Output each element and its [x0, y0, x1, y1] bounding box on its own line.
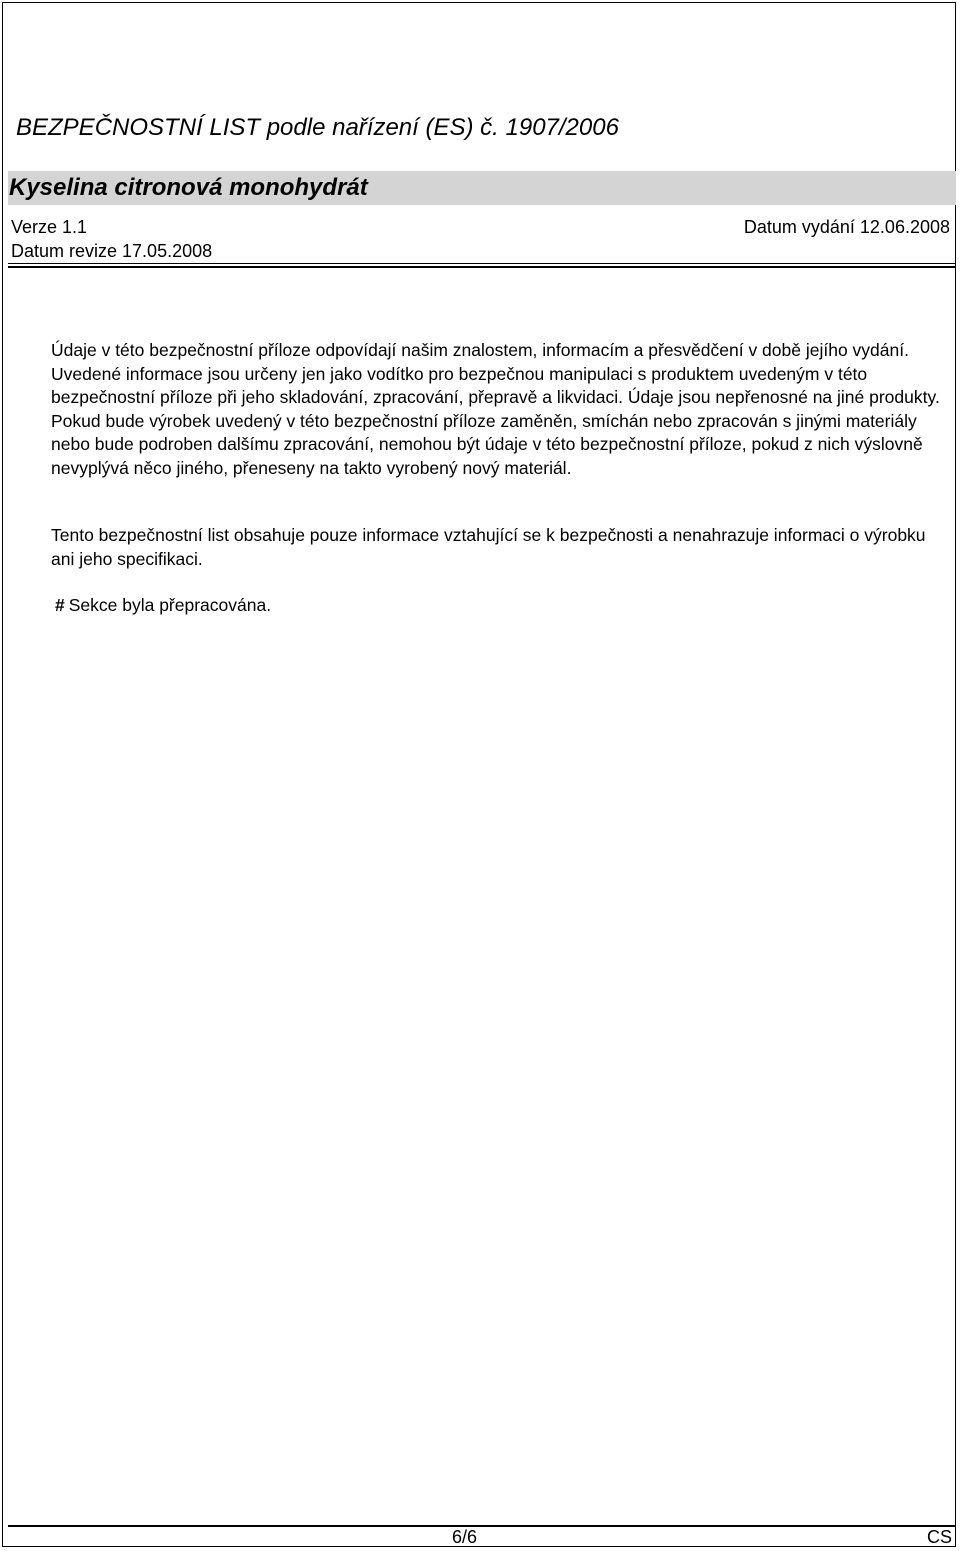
issue-date: Datum vydání 12.06.2008 [743, 217, 950, 237]
language-code: CS [926, 1527, 952, 1547]
revision-marker: # [55, 595, 65, 615]
disclaimer-paragraph: Údaje v této bezpečnostní příloze odpovídají našim znalostem, informacím a přesvědčení v době jejího vydání. Uvedené informace jsou určeny jen jako vodítko pro bezpečnou manipulaci s produktem uvedeným v této bezpečnostní příloze při jeho skladování, zpracování, přepravě a likvidaci. Údaje jsou nepřenosné na jiné produkty. Pokud bude výrobek uvedený v této bezpečnostní příloze zaměněn, smíchán nebo zpracován s jinými materiály nebo bude podroben dalšímu zpracování, nemohou být údaje v této bezpečnostní příloze, pokud z nich výslovně nevyplývá něco jiného, přeneseny na takto vyrobený nový materiál. [51, 340, 940, 478]
page-number: 6/6 [452, 1527, 478, 1547]
revision-date: Datum revize 17.05.2008 [11, 241, 213, 261]
revision-note [51, 594, 951, 618]
footer-divider [8, 1525, 956, 1527]
version-label: Verze 1.1 [11, 217, 88, 237]
header-divider-thick [8, 266, 956, 268]
document-title: BEZPEČNOSTNÍ LIST podle nařízení (ES) č. 1907/2006 [16, 114, 619, 141]
revision-note-text: Sekce byla přepracována. [68, 595, 272, 615]
product-name: Kyselina citronová monohydrát [9, 174, 368, 201]
header-divider-thin [8, 263, 956, 264]
scope-paragraph: Tento bezpečnostní list obsahuje pouze informace vztahující se k bezpečnosti a nenahrazuje informaci o výrobku ani jeho specifikaci. [51, 525, 926, 569]
